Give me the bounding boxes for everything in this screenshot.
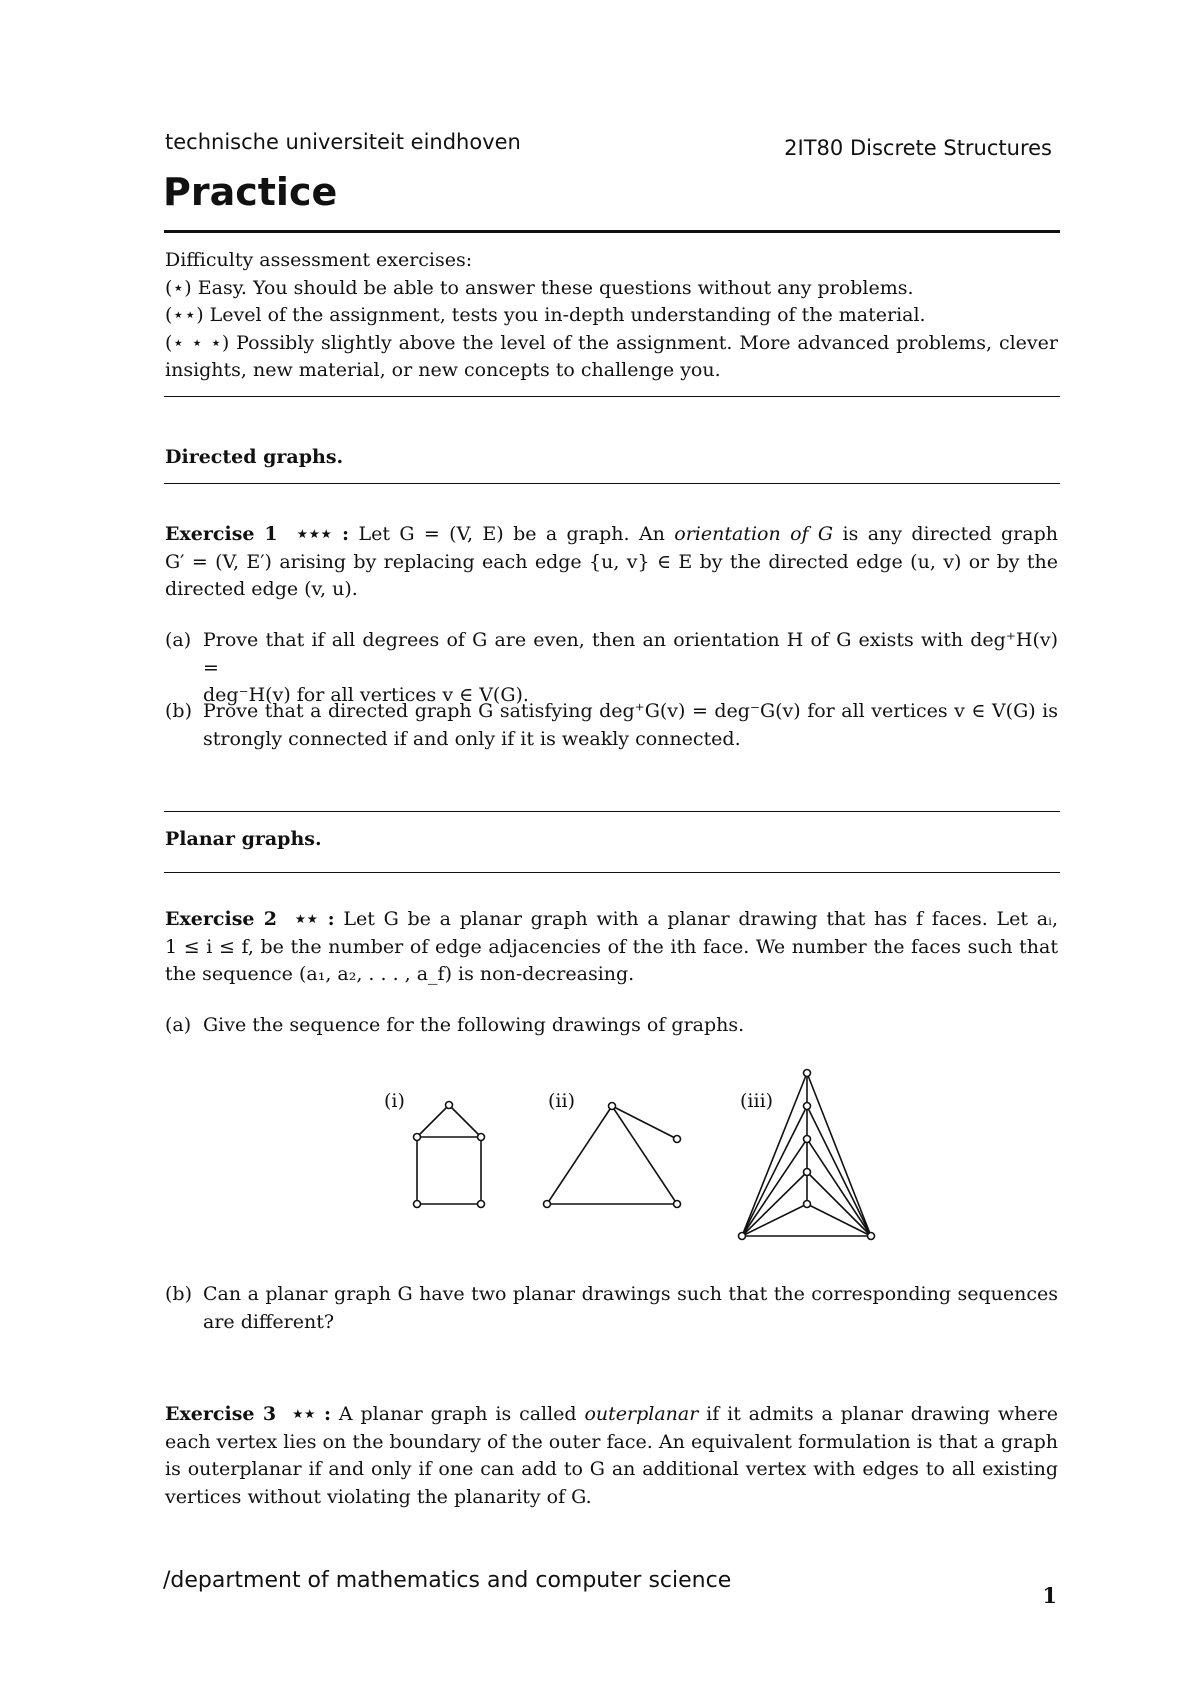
difficulty-intro: Difficulty assessment exercises: xyxy=(165,249,473,271)
exercise-3-term: outerplanar xyxy=(584,1403,699,1425)
exercise-3 xyxy=(165,1401,1058,1511)
exercise-2-label: Exercise 2 xyxy=(165,908,278,930)
section-heading-planar: Planar graphs. xyxy=(165,828,322,850)
graph-i xyxy=(417,1105,481,1204)
difficulty-easy: (⋆) Easy. You should be able to answer these questions without any problems. xyxy=(165,276,914,299)
exercise-1-label: Exercise 1 xyxy=(165,523,278,545)
figure-label-ii: (ii) xyxy=(548,1090,575,1112)
exercise-2-text: Let G be a planar graph with a planar drawing that has f faces. Let aᵢ, xyxy=(334,908,1058,930)
exercise-2a-line1: Give the sequence for the following drawings of graphs. xyxy=(203,1014,745,1036)
footer-department: /department of mathematics and computer science xyxy=(163,1568,732,1593)
exercise-2-line3: the sequence (a₁, a₂, . . . , a_f) is non-decreasing. xyxy=(165,963,635,985)
exercise-1b-line2: strongly connected if and only if it is weakly connected. xyxy=(203,727,741,750)
exercise-2b-label: (b) xyxy=(165,1283,192,1305)
exercise-3-text: if it admits a planar drawing where xyxy=(698,1403,1058,1425)
exercise-2a-label: (a) xyxy=(165,1014,192,1036)
exercise-3-line4: vertices without violating the planarity of G. xyxy=(165,1485,592,1508)
section-heading-directed: Directed graphs. xyxy=(165,446,344,468)
exercise-1-text: Let G = (V, E) be a graph. An xyxy=(349,523,675,545)
exercise-1-line2: G′ = (V, E′) arising by replacing each edge {u, v} ∈ E by the directed edge (u, v) or by the xyxy=(165,550,1058,573)
exercise-1-term: orientation of G xyxy=(674,523,834,545)
graph-iii xyxy=(742,1073,871,1236)
exercise-2-stars: ⋆⋆ : xyxy=(294,908,335,930)
exercise-3-line1 xyxy=(165,1401,1058,1429)
exercise-3-line2: each vertex lies on the boundary of the outer face. An equivalent formulation is that a graph xyxy=(165,1430,1058,1453)
exercise-3-label: Exercise 3 xyxy=(165,1403,277,1425)
course-name: 2IT80 Discrete Structures xyxy=(784,136,1052,160)
exercise-2b xyxy=(165,1281,1058,1336)
exercise-1b-line1: Prove that a directed graph G satisfying deg⁺G(v) = deg⁻G(v) for all vertices v ∈ V(G) is xyxy=(203,700,1058,722)
difficulty-medium: (⋆⋆) Level of the assignment, tests you in-depth understanding of the material. xyxy=(165,304,926,326)
exercise-2b-line1: Can a planar graph G have two planar drawings such that the corresponding sequences xyxy=(203,1283,1058,1305)
exercise-2-line2: 1 ≤ i ≤ f, be the number of edge adjacencies of the ith face. We number the faces such that xyxy=(165,935,1058,958)
university-name: technische universiteit eindhoven xyxy=(165,130,521,154)
exercise-2b-line2: are different? xyxy=(203,1310,335,1333)
exercise-3-text: A planar graph is called xyxy=(331,1403,585,1425)
exercise-1-stars: ⋆⋆⋆ : xyxy=(296,523,350,545)
difficulty-hard-line1: (⋆ ⋆ ⋆) Possibly slightly above the level of the assignment. More advanced problems, clever xyxy=(165,331,1058,354)
exercise-1a-line1: Prove that if all degrees of G are even, then an orientation H of G exists with deg⁺H(v) = xyxy=(203,629,1058,679)
figure-label-iii: (iii) xyxy=(740,1090,774,1112)
figure-label-i: (i) xyxy=(384,1090,405,1112)
exercise-3-stars: ⋆⋆ : xyxy=(291,1403,332,1425)
page-number: 1 xyxy=(1042,1583,1057,1608)
graph-ii xyxy=(547,1106,677,1204)
exercise-1-text: is any directed graph xyxy=(833,523,1058,545)
page-title: Practice xyxy=(163,170,338,214)
exercise-1a-line2: deg⁻H(v) for all vertices v ∈ V(G). xyxy=(203,684,529,706)
exercise-1-line3: directed edge (v, u). xyxy=(165,578,358,600)
exercise-1b-label: (b) xyxy=(165,700,192,722)
exercise-3-line3: is outerplanar if and only if one can add to G an additional vertex with edges to all existing xyxy=(165,1458,1058,1480)
difficulty-hard-line2: insights, new material, or new concepts to challenge you. xyxy=(165,359,721,381)
exercise-1a-label: (a) xyxy=(165,629,192,651)
